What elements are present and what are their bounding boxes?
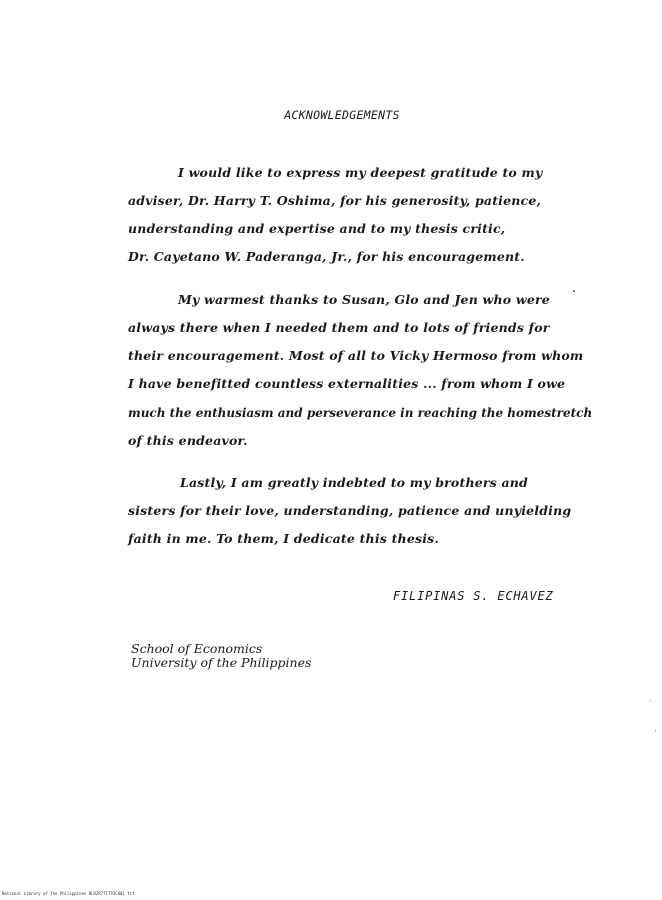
paragraph-2-line-4: I have benefitted countless externalities ... from whom I owe <box>128 376 566 391</box>
paragraph-3-line-2: sisters for their love, understanding, patience and unyielding <box>128 503 572 518</box>
paragraph-2-line-3: their encouragement. Most of all to Vicky Hermoso from whom <box>128 348 584 363</box>
paragraph-1-line-4: Dr. Cayetano W. Paderanga, Jr., for his encouragement. <box>128 249 525 264</box>
paragraph-1-line-2: adviser, Dr. Harry T. Oshima, for his generosity, patience, <box>128 193 542 208</box>
paragraph-2-line-1: My warmest thanks to Susan, Glo and Jen who were <box>178 292 550 307</box>
scan-speck <box>650 700 651 701</box>
paragraph-1-line-3: understanding and expertise and to my thesis critic, <box>128 221 506 236</box>
paragraph-2-line-6: of this endeavor. <box>128 433 248 448</box>
page-title: ACKNOWLEDGEMENTS <box>284 108 400 122</box>
paragraph-2-line-5: much the enthusiasm and perseverance in reaching the homestretch <box>128 406 593 420</box>
scan-speck <box>655 730 656 731</box>
signature-name: FILIPINAS S. ECHAVEZ <box>393 589 554 603</box>
scan-footer: National Library of the Philippines BLR2R77ITP3C001 tif <box>2 891 135 896</box>
affiliation-university: University of the Philippines <box>131 655 312 670</box>
affiliation-school: School of Economics <box>131 641 263 656</box>
paragraph-1-line-1: I would like to express my deepest gratitude to my <box>178 165 543 180</box>
paragraph-3-line-3: faith in me. To them, I dedicate this thesis. <box>128 531 439 546</box>
paragraph-2-line-2: always there when I needed them and to lots of friends for <box>128 320 550 335</box>
paragraph-3-line-1: Lastly, I am greatly indebted to my brothers and <box>180 475 528 490</box>
scan-speck <box>573 290 575 292</box>
